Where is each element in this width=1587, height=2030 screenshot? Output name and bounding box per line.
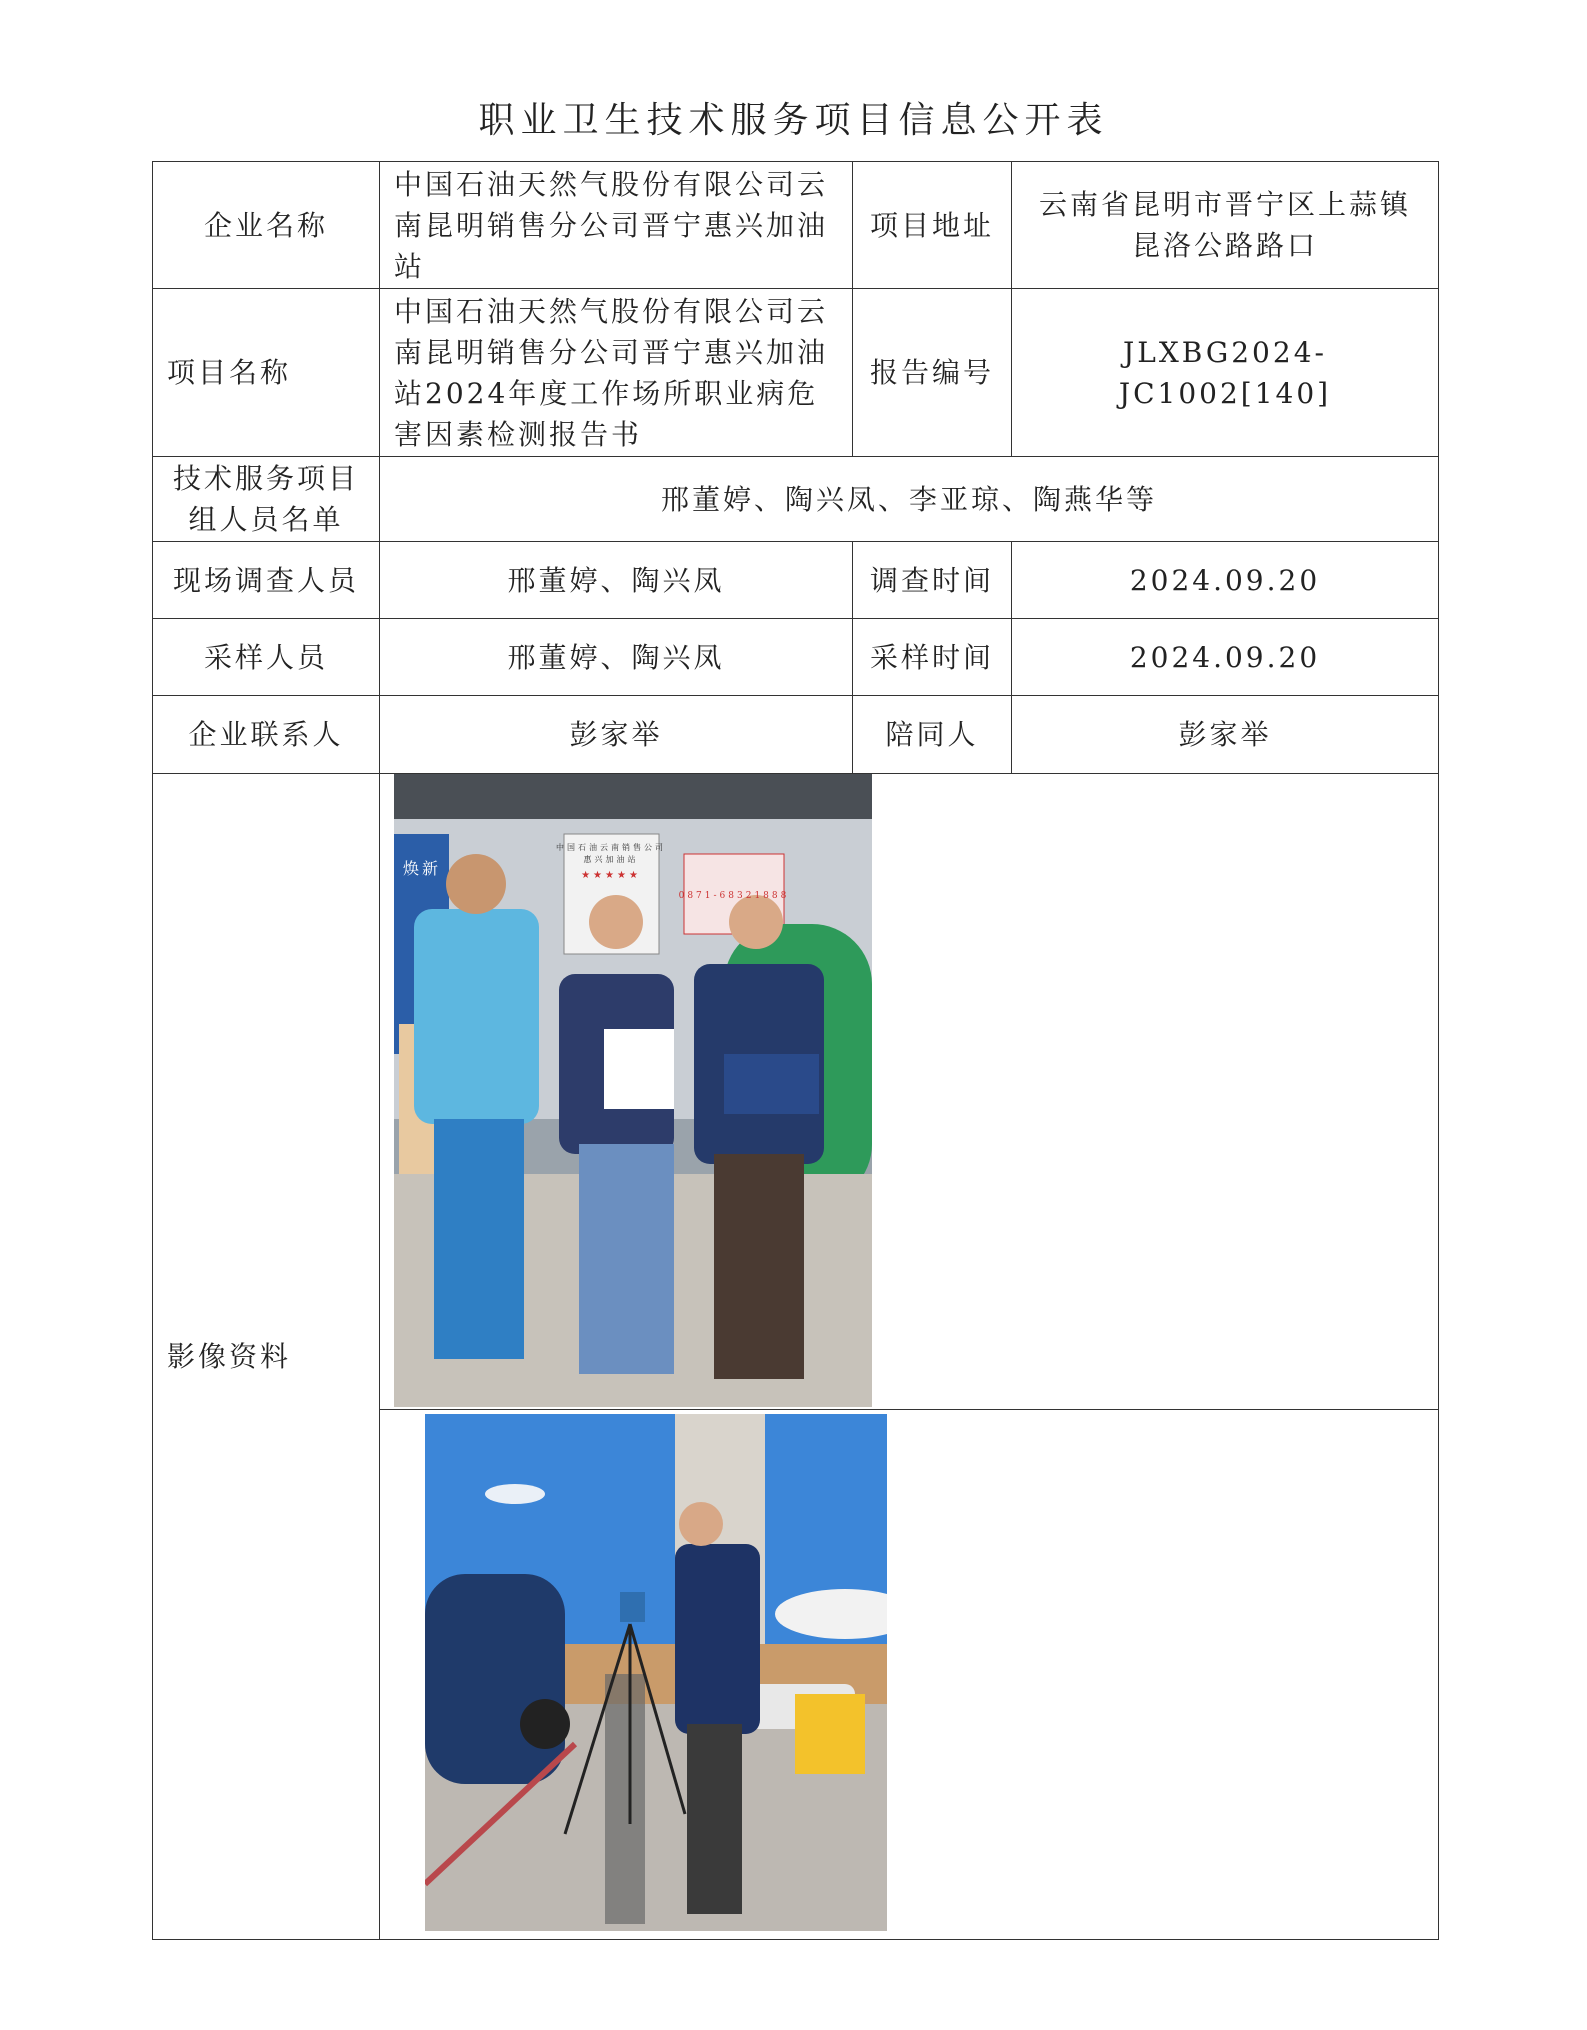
report-label: 报告编号 xyxy=(853,289,1012,457)
survey-time-label: 调查时间 xyxy=(853,542,1012,619)
project-value: 中国石油天然气股份有限公司云南昆明销售分公司晋宁惠兴加油站2024年度工作场所职业病危害因素检测报告书 xyxy=(380,289,853,457)
table-row xyxy=(153,289,1439,457)
photo-cell-2 xyxy=(380,1410,1439,1940)
sign-phone: 0871-68321888 xyxy=(678,891,790,901)
table-row xyxy=(153,619,1439,696)
table-row xyxy=(153,542,1439,619)
survey-staff-value: 邢董婷、陶兴凤 xyxy=(380,542,853,619)
sampling-time-label: 采样时间 xyxy=(853,619,1012,696)
site-group-photo xyxy=(394,774,872,1407)
team-value: 邢董婷、陶兴凤、李亚琼、陶燕华等 xyxy=(380,457,1439,542)
page-title: 职业卫生技术服务项目信息公开表 xyxy=(478,100,1109,141)
site-sampling-photo xyxy=(425,1414,887,1931)
company-value: 中国石油天然气股份有限公司云南昆明销售分公司晋宁惠兴加油站 xyxy=(380,162,853,289)
photo-cell-1 xyxy=(380,774,1439,1410)
contact-value: 彭家举 xyxy=(380,696,853,774)
table-row xyxy=(153,457,1439,542)
sampling-staff-value: 邢董婷、陶兴凤 xyxy=(380,619,853,696)
team-label: 技术服务项目组人员名单 xyxy=(153,457,380,542)
report-value: JLXBG2024-JC1002[140] xyxy=(1012,289,1439,457)
images-label: 影像资料 xyxy=(153,774,380,1940)
table-row xyxy=(153,696,1439,774)
sign-text-mid: 惠兴加油站 xyxy=(583,855,639,864)
escort-value: 彭家举 xyxy=(1012,696,1439,774)
contact-label: 企业联系人 xyxy=(153,696,380,774)
address-label: 项目地址 xyxy=(853,162,1012,289)
sampling-time-value: 2024.09.20 xyxy=(1012,619,1439,696)
table-row xyxy=(153,774,1439,1410)
sign-text-top: 中国石油云南销售公司 xyxy=(556,843,666,852)
survey-staff-label: 现场调查人员 xyxy=(153,542,380,619)
address-value: 云南省昆明市晋宁区上蒜镇昆洛公路路口 xyxy=(1012,162,1439,289)
info-table xyxy=(152,161,1439,1940)
company-label: 企业名称 xyxy=(153,162,380,289)
banner-text: 焕新 xyxy=(402,859,442,878)
survey-time-value: 2024.09.20 xyxy=(1012,542,1439,619)
table-row xyxy=(153,162,1439,289)
escort-label: 陪同人 xyxy=(853,696,1012,774)
project-label: 项目名称 xyxy=(153,289,380,457)
sampling-staff-label: 采样人员 xyxy=(153,619,380,696)
sign-rating: ★★★★★ xyxy=(581,870,641,881)
